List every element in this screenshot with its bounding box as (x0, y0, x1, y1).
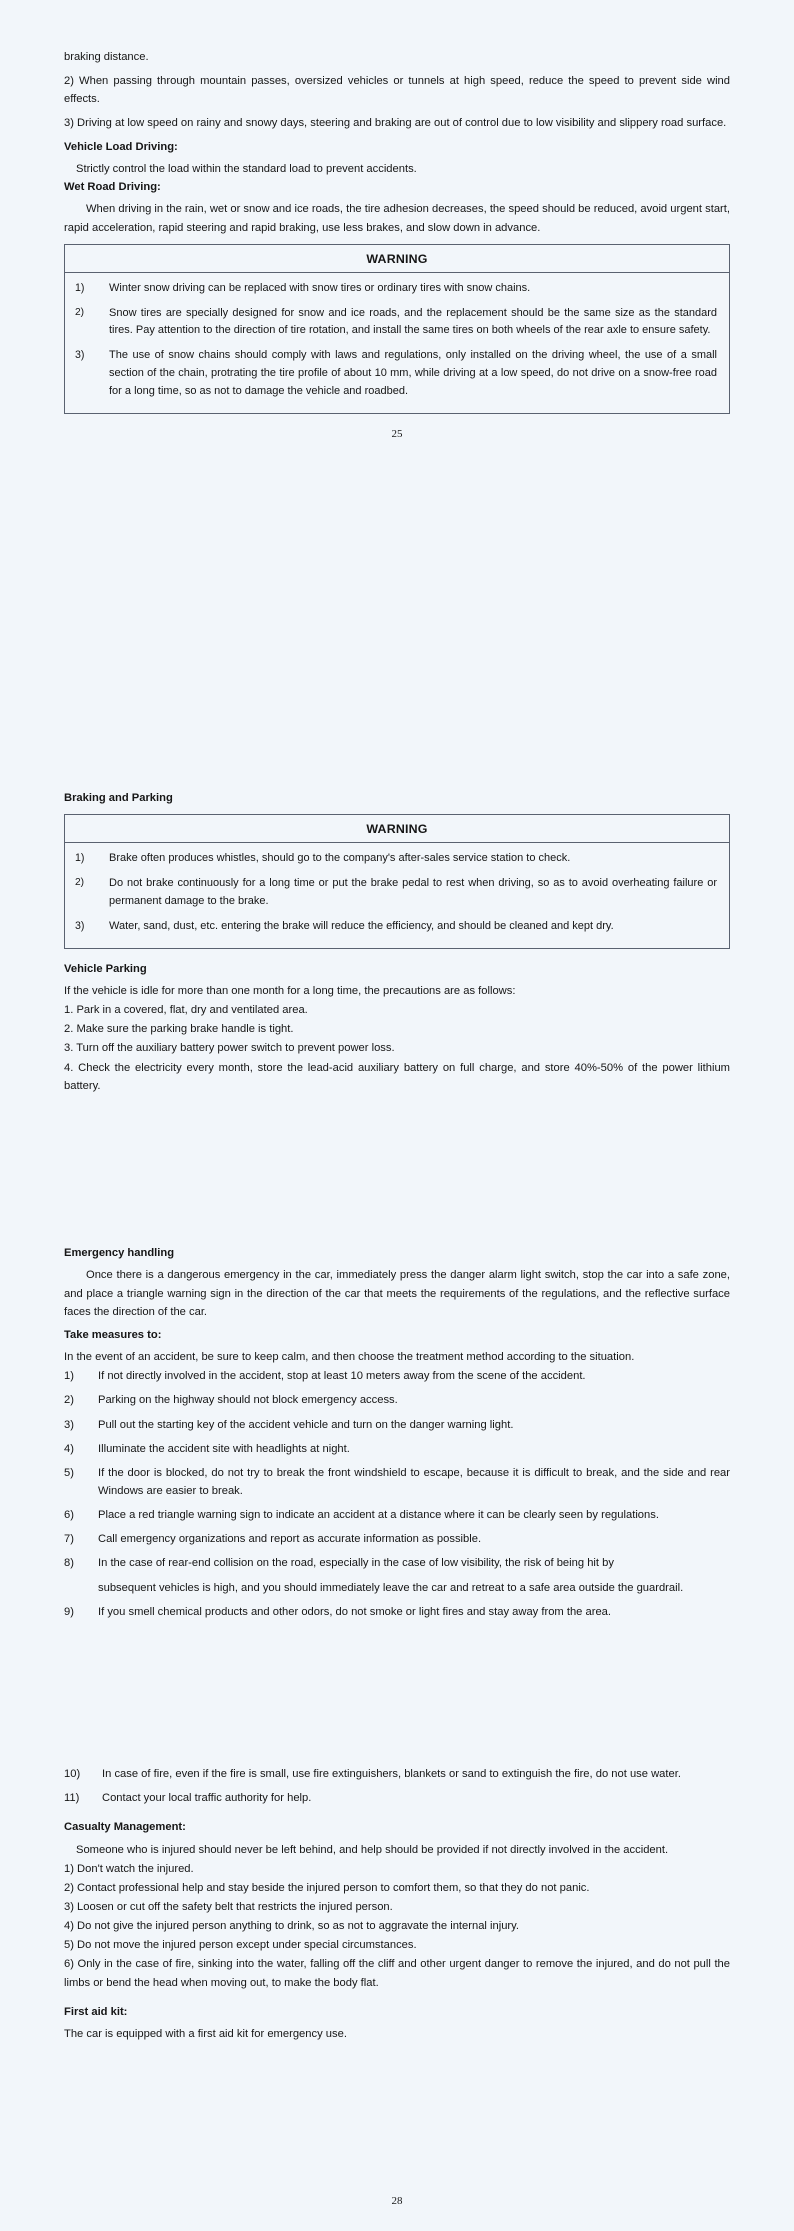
paragraph-first-aid-kit: The car is equipped with a first aid kit for emergency use. (64, 2028, 347, 2041)
heading-take-measures: Take measures to: (64, 1328, 162, 1341)
warning-item-number: 2) (75, 877, 85, 889)
page-top-margin (64, 1125, 730, 1245)
measure-item (64, 1391, 730, 1409)
warning-item (75, 305, 717, 341)
warning-item-number: 1) (75, 852, 85, 865)
measure-item-text: In the case of rear-end collision on the road, especially in the case of low visibility, the risk of being hit by (98, 1557, 614, 1570)
warning-item-number: 3) (75, 349, 85, 362)
page-top-margin (64, 670, 730, 790)
warning-item (75, 347, 717, 400)
heading-casualty-management: Casualty Management: (64, 1821, 186, 1834)
measure-item-text: If you smell chemical products and other odors, do not smoke or light fires and stay away from the area. (98, 1605, 612, 1618)
warning-box-snow-driving (64, 244, 730, 414)
heading-braking-and-parking: Braking and Parking (64, 792, 173, 804)
warning-body (65, 273, 729, 413)
casualty-item-2: 2) Contact professional help and stay beside the injured person to comfort them, so that they do not panic. (64, 1881, 590, 1894)
heading-vehicle-load-driving: Vehicle Load Driving: (64, 140, 178, 153)
measure-item-number: 1) (64, 1370, 74, 1383)
warning-title: WARNING (65, 245, 729, 273)
measure-item-number: 3) (64, 1418, 74, 1431)
measure-item-text: If the door is blocked, do not try to break the front windshield to escape, because it is difficult to break, and the side and rear Windows are easier to break. (98, 1466, 730, 1497)
parking-item-4: 4. Check the electricity every month, store the lead-acid auxiliary battery on full charge, and store 40%-50% of the power lithium battery. (64, 1061, 730, 1092)
warning-item-text: Water, sand, dust, etc. entering the brake will reduce the efficiency, and should be cleaned and kept dry. (109, 919, 614, 932)
casualty-item-3: 3) Loosen or cut off the safety belt that restricts the injured person. (64, 1901, 393, 1914)
casualty-item-5: 5) Do not move the injured person except under special circumstances. (64, 1939, 417, 1952)
warning-item (75, 850, 717, 868)
measure-item (64, 1367, 730, 1385)
paragraph-wet-road: When driving in the rain, wet or snow and ice roads, the tire adhesion decreases, the speed should be reduced, avoid urgent start, rapid acceleration, rapid steering and rapid braking, use less brakes, and slow down in advance. (64, 203, 730, 234)
parking-item-1: 1. Park in a covered, flat, dry and ventilated area. (64, 1004, 308, 1017)
warning-item-text: Snow tires are specially designed for snow and ice roads, and the replacement should be the same size as the standard tires. Pay attention to the direction of tire rotation, and install the same tires on both wheels of the rear axle to ensure safety. (109, 306, 717, 337)
casualty-item-4: 4) Do not give the injured person anything to drink, so as not to aggravate the internal injury. (64, 1920, 520, 1933)
paragraph-vehicle-load: Strictly control the load within the standard load to prevent accidents. (76, 162, 417, 175)
measure-item-number: 9) (64, 1605, 74, 1618)
warning-body (65, 843, 729, 947)
warning-item (75, 280, 717, 298)
measure-item (64, 1506, 730, 1524)
measure-item-number: 2) (64, 1394, 74, 1407)
paragraph-casualty: Someone who is injured should never be left behind, and help should be provided if not directly involved in the accident. (76, 1843, 669, 1856)
page-26 (0, 650, 794, 1105)
warning-item-text: Brake often produces whistles, should go to the company's after-sales service station to check. (109, 852, 571, 865)
measure-item-continuation (64, 1579, 730, 1597)
heading-wet-road-driving: Wet Road Driving: (64, 181, 161, 194)
paragraph-mountain-passes: 2) When passing through mountain passes, oversized vehicles or tunnels at high speed, reduce the speed to prevent side wind effects. (64, 75, 730, 106)
page-number: 25 (391, 427, 403, 440)
measure-item-number: 6) (64, 1509, 74, 1522)
page-28 (0, 1625, 794, 2231)
measure-item-number: 7) (64, 1533, 74, 1546)
measure-item-text: Contact your local traffic authority for help. (102, 1792, 312, 1805)
page-top-margin (64, 1645, 730, 1765)
measure-item-text: Place a red triangle warning sign to indicate an accident at a distance where it can be clearly seen by regulations. (98, 1509, 659, 1522)
measure-item-text: subsequent vehicles is high, and you should immediately leave the car and retreat to a safe area outside the guardrail. (98, 1581, 684, 1594)
measure-item-number: 5) (64, 1466, 74, 1479)
heading-vehicle-parking: Vehicle Parking (64, 962, 147, 975)
page-25 (0, 0, 794, 650)
heading-first-aid-kit: First aid kit: (64, 2005, 128, 2018)
warning-item (75, 875, 717, 911)
paragraph-take-measures: In the event of an accident, be sure to keep calm, and then choose the treatment method according to the situation. (64, 1351, 635, 1364)
measure-item (64, 1464, 730, 1500)
paragraph-low-speed-driving: 3) Driving at low speed on rainy and snowy days, steering and braking are out of control due to low visibility and slippery road surface. (64, 117, 727, 130)
warning-title: WARNING (65, 815, 729, 843)
parking-item-3: 3. Turn off the auxiliary battery power switch to prevent power loss. (64, 1042, 395, 1055)
warning-item-number: 1) (75, 281, 85, 294)
warning-item (75, 918, 717, 936)
warning-item-text: Do not brake continuously for a long time or put the brake pedal to rest when driving, so as to avoid overheating failure or permanent damage to the brake. (109, 877, 717, 907)
parking-item-2: 2. Make sure the parking brake handle is tight. (64, 1023, 294, 1036)
measure-item (64, 1416, 730, 1434)
measure-item-number: 10) (64, 1768, 81, 1780)
measure-item (64, 1765, 730, 1783)
warning-item-text: The use of snow chains should comply with laws and regulations, only installed on the driving wheel, the use of a small section of the chain, protrating the tire profile of about 10 mm, while driving at a low speed, do not drive on a snow-free road for a long time, so as not to damage the vehicle and roadbed. (109, 349, 717, 397)
measure-item-text: Illuminate the accident site with headlights at night. (98, 1442, 350, 1455)
warning-item-number: 3) (75, 919, 85, 932)
paragraph-emergency: Once there is a dangerous emergency in the car, immediately press the danger alarm light switch, stop the car into a safe zone, and place a triangle warning sign in the direction of the car that meets the requirements of the regulations, and the reflective surface faces the direction of the car. (64, 1269, 730, 1318)
measure-item-text: Parking on the highway should not block emergency access. (98, 1394, 398, 1407)
heading-emergency-handling: Emergency handling (64, 1247, 175, 1259)
casualty-item-1: 1) Don't watch the injured. (64, 1862, 194, 1875)
page-27 (0, 1105, 794, 1625)
measure-item (64, 1440, 730, 1458)
measure-item-number: 8) (64, 1557, 74, 1570)
warning-item-number: 2) (75, 306, 85, 318)
paragraph-braking-distance: braking distance. (64, 51, 149, 63)
measure-item-text: In case of fire, even if the fire is small, use fire extinguishers, blankets or sand to extinguish the fire, do not use water. (102, 1768, 681, 1780)
measure-item (64, 1603, 730, 1621)
page-number: 28 (391, 2195, 403, 2207)
measure-item (64, 1554, 730, 1572)
measure-item-number: 4) (64, 1442, 74, 1455)
measure-item-text: Pull out the starting key of the accident vehicle and turn on the danger warning light. (98, 1418, 514, 1431)
measure-item-text: If not directly involved in the accident, stop at least 10 meters away from the scene of the accident. (98, 1370, 586, 1383)
measure-item (64, 1789, 730, 1807)
warning-box-braking (64, 814, 730, 948)
casualty-item-6: 6) Only in the case of fire, sinking into the water, falling off the cliff and other urgent danger to remove the injured, and do not pull the limbs or bend the head when moving out, to make the body flat. (64, 1958, 730, 1989)
measure-item (64, 1530, 730, 1548)
warning-item-text: Winter snow driving can be replaced with snow tires or ordinary tires with snow chains. (109, 281, 531, 294)
paragraph-parking-intro: If the vehicle is idle for more than one month for a long time, the precautions are as follows: (64, 984, 516, 997)
measure-item-text: Call emergency organizations and report as accurate information as possible. (98, 1533, 482, 1546)
measure-item-number: 11) (64, 1792, 80, 1805)
